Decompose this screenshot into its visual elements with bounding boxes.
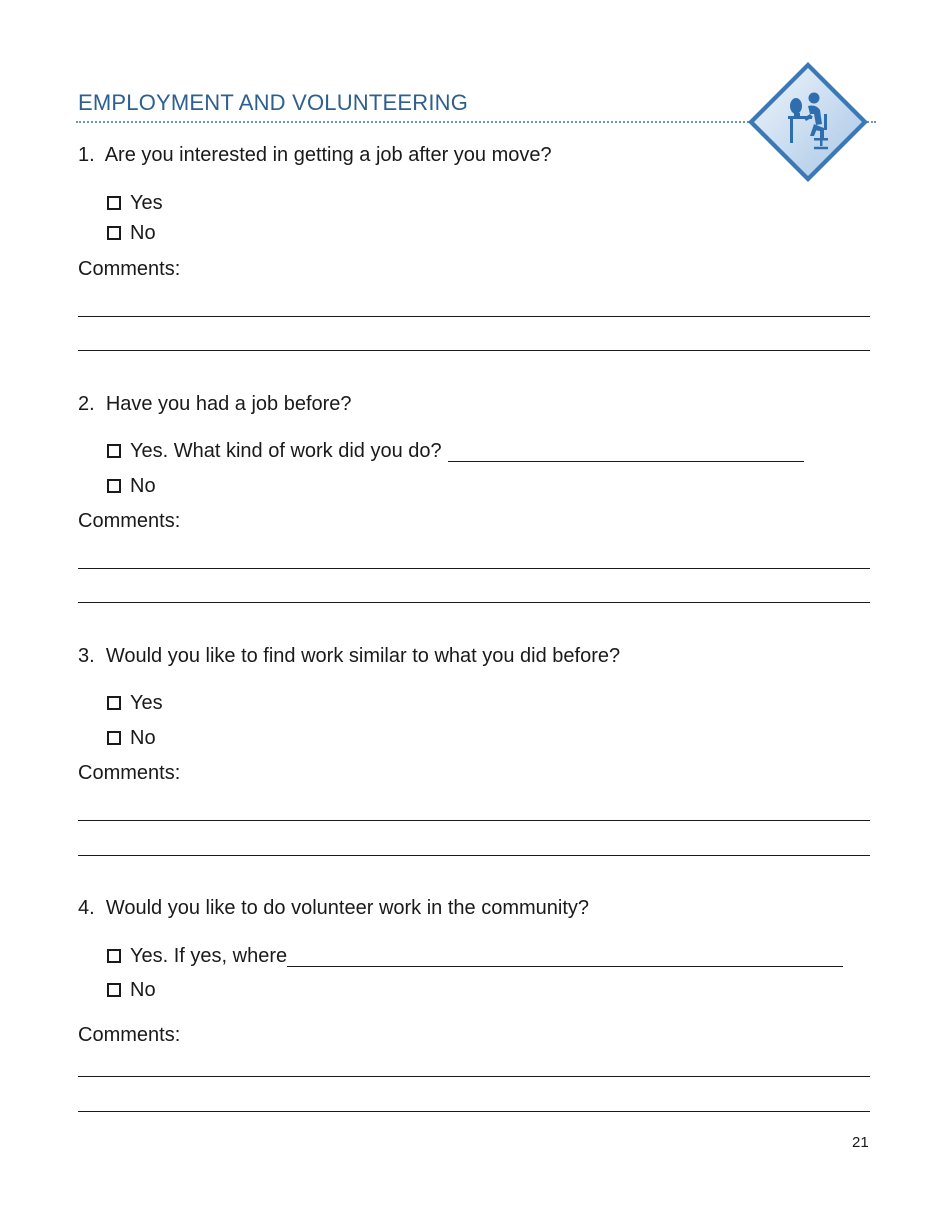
option-label: Yes. If yes, where [130, 945, 288, 967]
question-3 [78, 643, 620, 669]
checkbox[interactable] [107, 479, 121, 493]
checkbox[interactable] [107, 731, 121, 745]
q2-option-no[interactable] [107, 473, 156, 499]
q2-comment-line-1[interactable] [78, 568, 870, 569]
q4-option-yes[interactable] [107, 943, 843, 969]
checkbox[interactable] [107, 983, 121, 997]
q4-comment-line-2[interactable] [78, 1111, 870, 1112]
option-label: No [130, 475, 156, 497]
q4-where-fill-line[interactable] [287, 946, 843, 967]
q3-comment-line-1[interactable] [78, 820, 870, 821]
question-text: Would you like to find work similar to what you did before? [105, 645, 621, 667]
q4-comment-line-1[interactable] [78, 1076, 870, 1077]
question-number: 2. [78, 393, 95, 415]
q3-option-no[interactable] [107, 725, 156, 751]
q4-option-no[interactable] [107, 977, 156, 1003]
q4-comments-label: Comments: [78, 1024, 181, 1046]
question-1 [78, 142, 552, 168]
section-title: EMPLOYMENT AND VOLUNTEERING [78, 90, 469, 115]
question-text: Would you like to do volunteer work in the community? [105, 897, 590, 919]
option-label: Yes [130, 192, 163, 214]
q3-comment-line-2[interactable] [78, 855, 870, 856]
page-number: 21 [852, 1134, 869, 1151]
person-at-desk-icon [744, 58, 872, 186]
question-text: Have you had a job before? [105, 393, 352, 415]
q3-comments-label: Comments: [78, 762, 181, 784]
q1-option-no[interactable] [107, 220, 156, 246]
question-2 [78, 391, 352, 417]
option-label: Yes. What kind of work did you do? [130, 440, 442, 462]
q3-option-yes[interactable] [107, 690, 163, 716]
q1-comments-label: Comments: [78, 258, 181, 280]
q2-comments-label: Comments: [78, 510, 181, 532]
q1-comment-line-2[interactable] [78, 350, 870, 351]
q2-option-yes[interactable] [107, 438, 804, 464]
checkbox[interactable] [107, 226, 121, 240]
question-number: 4. [78, 897, 95, 919]
question-number: 3. [78, 645, 95, 667]
checkbox[interactable] [107, 949, 121, 963]
option-label: No [130, 222, 156, 244]
checkbox[interactable] [107, 696, 121, 710]
q1-comment-line-1[interactable] [78, 316, 870, 317]
q1-option-yes[interactable] [107, 190, 163, 216]
q2-work-kind-fill-line[interactable] [448, 441, 804, 462]
q2-comment-line-2[interactable] [78, 602, 870, 603]
question-text: Are you interested in getting a job after you move? [104, 144, 552, 166]
option-label: Yes [130, 692, 163, 714]
question-number: 1. [78, 144, 95, 166]
question-4 [78, 895, 589, 921]
checkbox[interactable] [107, 444, 121, 458]
checkbox[interactable] [107, 196, 121, 210]
option-label: No [130, 979, 156, 1001]
option-label: No [130, 727, 156, 749]
